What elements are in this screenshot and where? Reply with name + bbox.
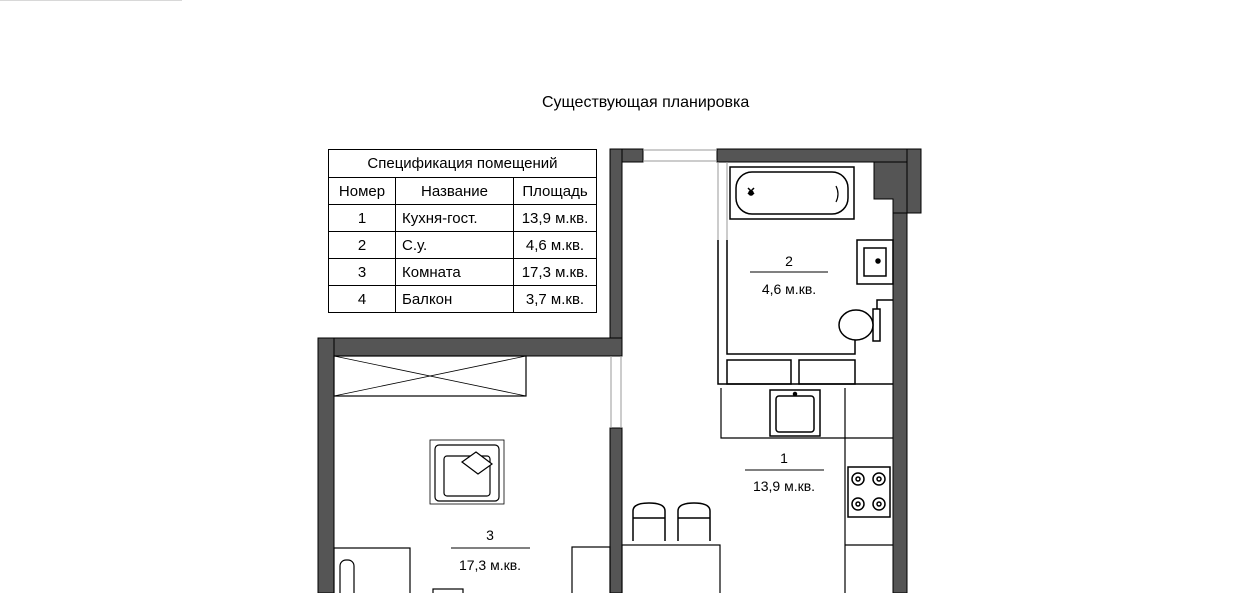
row-number: 1 xyxy=(329,205,396,232)
row-area: 3,7 м.кв. xyxy=(514,286,597,313)
sofa-icon xyxy=(334,548,410,593)
table-row xyxy=(329,205,597,232)
row-area: 13,9 м.кв. xyxy=(514,205,597,232)
table-row xyxy=(329,259,597,286)
wall-top-right xyxy=(717,149,921,162)
bar-counter xyxy=(622,545,720,593)
bathroom-number: 2 xyxy=(785,253,793,269)
bathroom-shelf-right xyxy=(799,360,855,384)
row-number: 3 xyxy=(329,259,396,286)
room-area: 17,3 м.кв. xyxy=(458,557,522,573)
bathroom xyxy=(718,162,893,384)
bar-stool-icon xyxy=(678,503,710,541)
armchair-icon xyxy=(430,440,504,504)
stove-icon xyxy=(848,467,890,517)
spec-table-caption: Спецификация помещений xyxy=(329,150,597,178)
room-specification-table xyxy=(328,149,597,313)
kitchen-number: 1 xyxy=(780,450,788,466)
room-number: 3 xyxy=(486,527,494,543)
washbasin-icon xyxy=(857,240,893,284)
page-title: Существующая планировка xyxy=(542,94,750,111)
spec-table-header-row xyxy=(329,178,597,205)
window-top xyxy=(643,150,717,161)
row-area: 4,6 м.кв. xyxy=(514,232,597,259)
wall-right-lower xyxy=(893,213,907,593)
bathroom-area: 4,6 м.кв. xyxy=(761,281,817,297)
side-table xyxy=(433,589,463,593)
table-row xyxy=(329,232,597,259)
row-number: 4 xyxy=(329,286,396,313)
wall-left xyxy=(318,338,334,593)
header-number: Номер xyxy=(329,178,396,205)
living-room xyxy=(334,356,530,593)
bathroom-shelf-left xyxy=(727,360,791,384)
wall-inner-vertical xyxy=(610,149,622,356)
kitchen-sink-icon xyxy=(770,390,820,436)
toilet-icon xyxy=(839,309,880,341)
header-area: Площадь xyxy=(514,178,597,205)
row-name: Комната xyxy=(396,259,514,286)
doorway-opening xyxy=(611,356,621,428)
wall-right-upper xyxy=(907,149,921,213)
row-name: Кухня-гост. xyxy=(396,205,514,232)
row-area: 17,3 м.кв. xyxy=(514,259,597,286)
cabinet xyxy=(572,547,610,593)
kitchen-area: 13,9 м.кв. xyxy=(752,478,816,494)
table-row xyxy=(329,286,597,313)
bar-stool-icon xyxy=(633,503,665,541)
header-name: Название xyxy=(396,178,514,205)
wall-partition-lower xyxy=(610,428,622,593)
wall-mid-horizontal xyxy=(318,338,622,356)
wall-corner-wedge xyxy=(874,162,907,213)
row-name: Балкон xyxy=(396,286,514,313)
row-name: С.у. xyxy=(396,232,514,259)
row-number: 2 xyxy=(329,232,396,259)
